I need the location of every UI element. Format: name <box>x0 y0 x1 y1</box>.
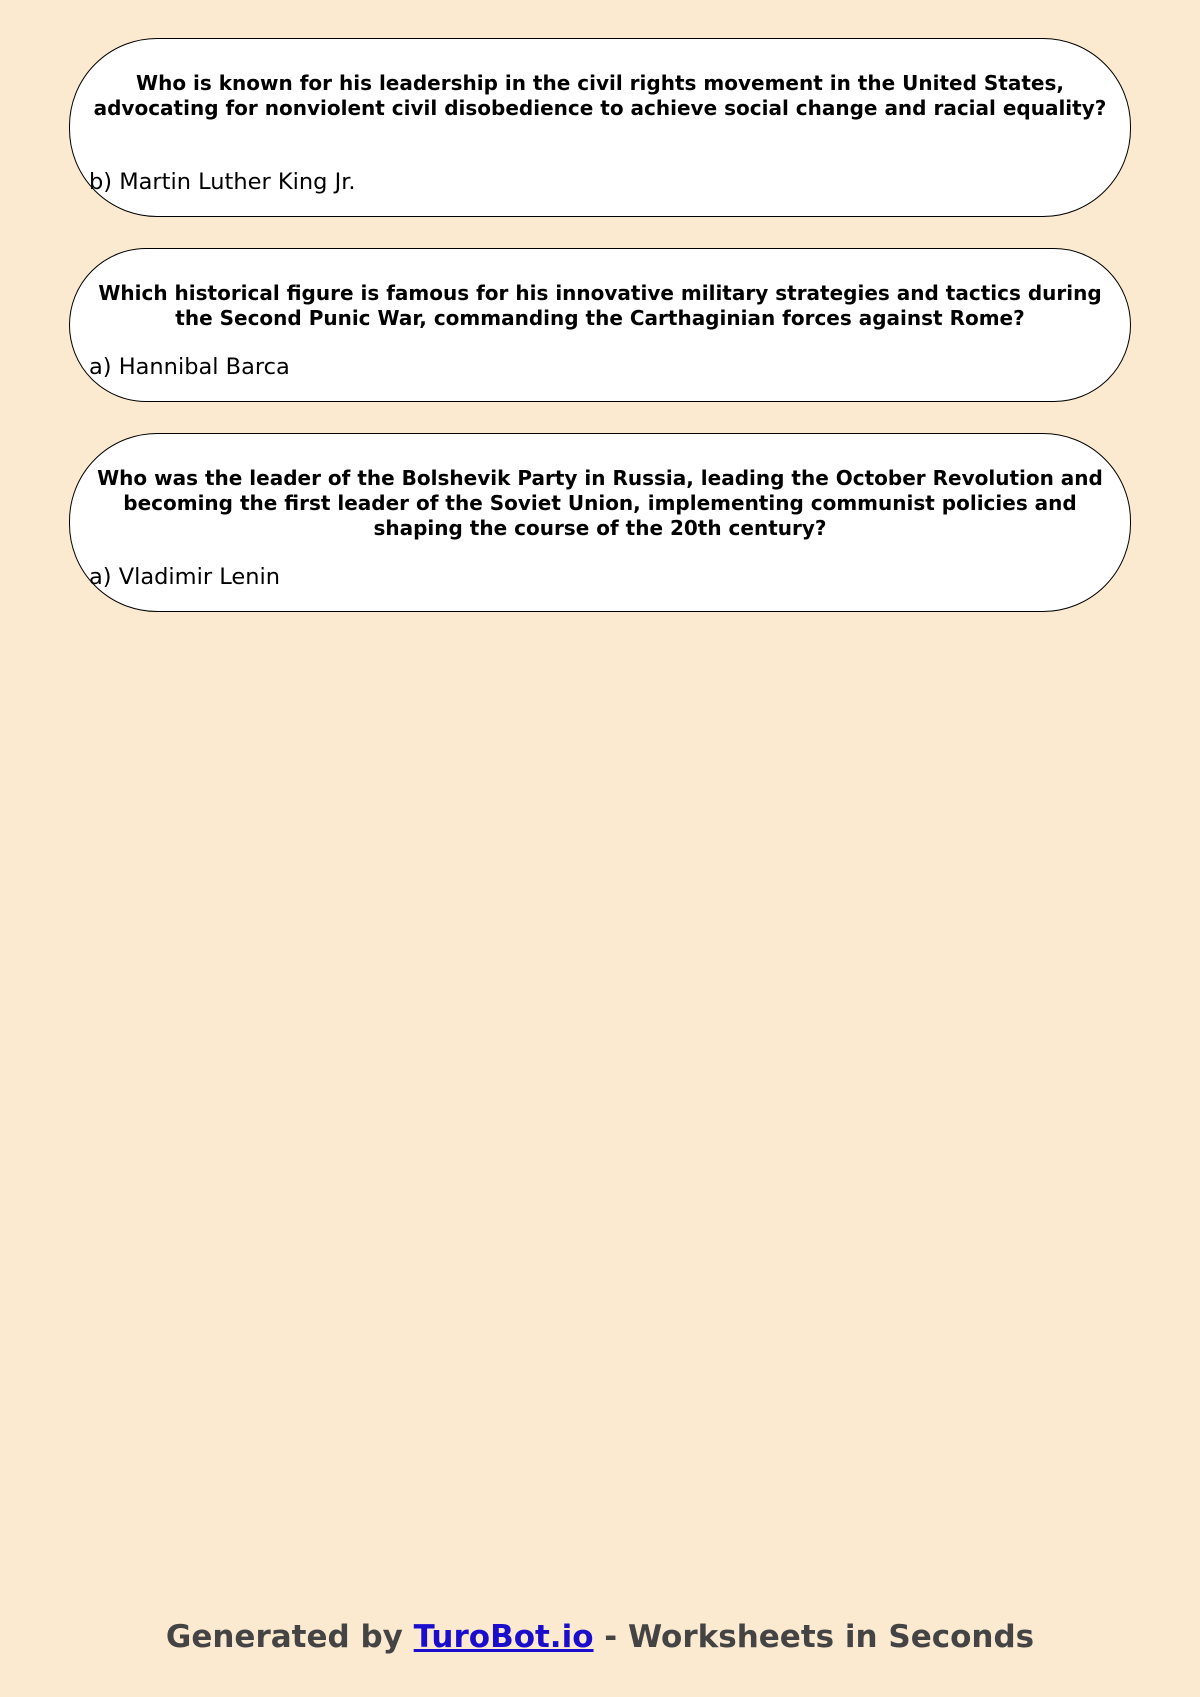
question-text: Who is known for his leadership in the civil rights movement in the United States, advocating for nonviolent civil disobedience to achieve social change and racial equality? <box>93 71 1107 120</box>
turobot-link[interactable]: TuroBot.io <box>413 1619 594 1655</box>
answer-text: a) Vladimir Lenin <box>89 564 281 590</box>
question-card <box>69 38 1131 217</box>
footer-credit <box>0 1617 1200 1657</box>
answer-text: b) Martin Luther King Jr. <box>89 169 356 195</box>
footer-prefix: Generated by <box>165 1619 414 1655</box>
question-card <box>69 248 1131 402</box>
question-text: Which historical figure is famous for his innovative military strategies and tactics during the Second Punic War, commanding the Carthaginian forces against Rome? <box>98 281 1102 330</box>
footer-suffix: - Worksheets in Seconds <box>593 1619 1035 1655</box>
question-card <box>69 433 1131 612</box>
answer-text: a) Hannibal Barca <box>89 354 290 380</box>
question-text: Who was the leader of the Bolshevik Party in Russia, leading the October Revolution and becoming the first leader of the Soviet Union, implementing communist policies and shaping the course of the 20th century? <box>97 466 1103 540</box>
